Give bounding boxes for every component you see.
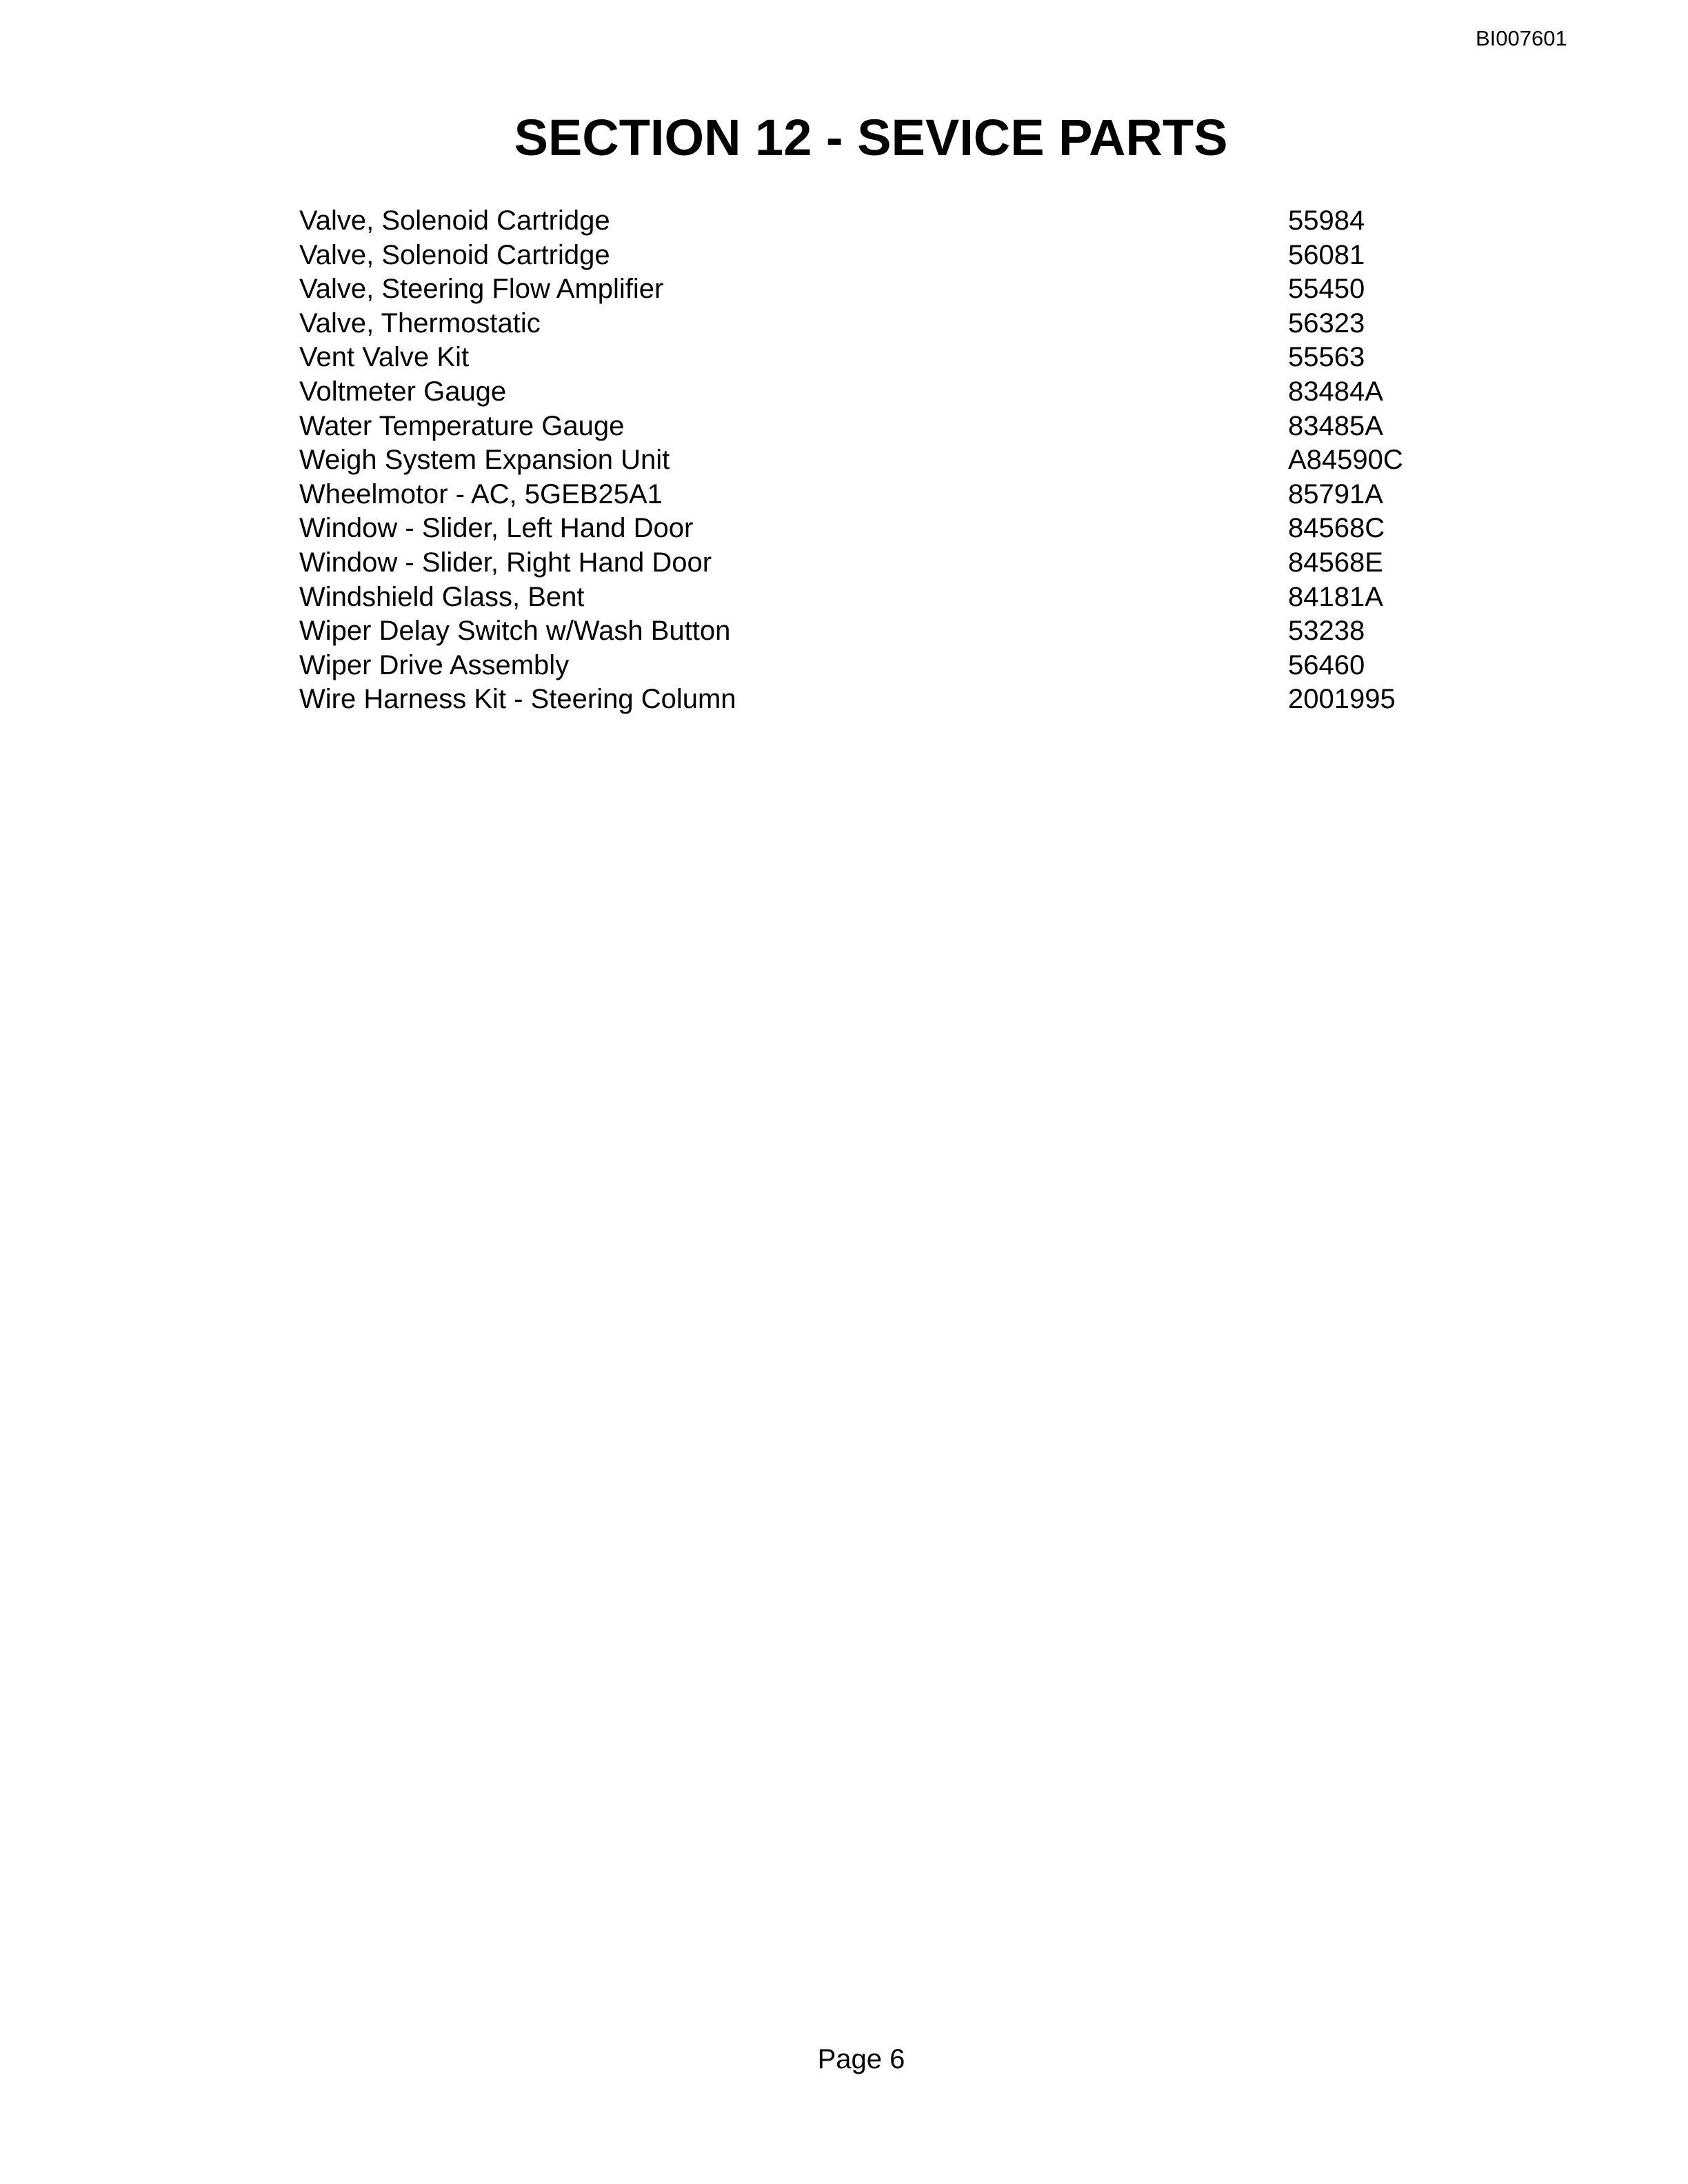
part-name: Windshield Glass, Bent bbox=[299, 581, 585, 612]
part-name: Wire Harness Kit - Steering Column bbox=[299, 684, 736, 715]
part-row bbox=[299, 204, 1471, 239]
part-number: 56460 bbox=[1288, 649, 1365, 680]
part-number: 84568C bbox=[1288, 513, 1385, 544]
part-name: Weigh System Expansion Unit bbox=[299, 445, 670, 476]
part-number: 56323 bbox=[1288, 307, 1365, 338]
part-row bbox=[299, 341, 1471, 375]
part-number: 55563 bbox=[1288, 342, 1365, 373]
page-number: Page 6 bbox=[817, 2044, 905, 2074]
part-number: 83485A bbox=[1288, 410, 1383, 441]
document-id: BI007601 bbox=[1476, 26, 1567, 50]
part-number: 55450 bbox=[1288, 274, 1365, 305]
part-name: Wheelmotor - AC, 5GEB25A1 bbox=[299, 478, 663, 509]
part-name: Valve, Solenoid Cartridge bbox=[299, 239, 610, 270]
part-row bbox=[299, 614, 1471, 649]
part-number: 2001995 bbox=[1288, 684, 1396, 715]
part-number: 84568E bbox=[1288, 547, 1383, 578]
part-row bbox=[299, 682, 1471, 717]
part-row bbox=[299, 272, 1471, 307]
part-name: Valve, Thermostatic bbox=[299, 307, 541, 338]
part-number: 53238 bbox=[1288, 616, 1365, 647]
part-number: 56081 bbox=[1288, 239, 1365, 270]
part-number: 83484A bbox=[1288, 376, 1383, 407]
part-name: Valve, Steering Flow Amplifier bbox=[299, 274, 664, 305]
part-number: 55984 bbox=[1288, 205, 1365, 236]
part-row bbox=[299, 410, 1471, 444]
part-name: Valve, Solenoid Cartridge bbox=[299, 205, 610, 236]
part-row bbox=[299, 307, 1471, 341]
parts-list bbox=[299, 204, 1471, 717]
part-number: 84181A bbox=[1288, 581, 1383, 612]
part-number: 85791A bbox=[1288, 478, 1383, 509]
part-name: Wiper Drive Assembly bbox=[299, 649, 570, 680]
part-row bbox=[299, 546, 1471, 580]
part-row bbox=[299, 580, 1471, 615]
part-row bbox=[299, 375, 1471, 410]
part-row bbox=[299, 478, 1471, 512]
part-name: Wiper Delay Switch w/Wash Button bbox=[299, 616, 731, 647]
part-name: Vent Valve Kit bbox=[299, 342, 470, 373]
part-row bbox=[299, 443, 1471, 478]
part-name: Window - Slider, Left Hand Door bbox=[299, 513, 694, 544]
part-row bbox=[299, 239, 1471, 273]
part-name: Water Temperature Gauge bbox=[299, 410, 625, 441]
part-name: Voltmeter Gauge bbox=[299, 376, 507, 407]
part-number: A84590C bbox=[1288, 445, 1403, 476]
part-name: Window - Slider, Right Hand Door bbox=[299, 547, 712, 578]
part-row bbox=[299, 649, 1471, 683]
part-row bbox=[299, 512, 1471, 546]
section-title: SECTION 12 - SEVICE PARTS bbox=[514, 109, 1228, 166]
